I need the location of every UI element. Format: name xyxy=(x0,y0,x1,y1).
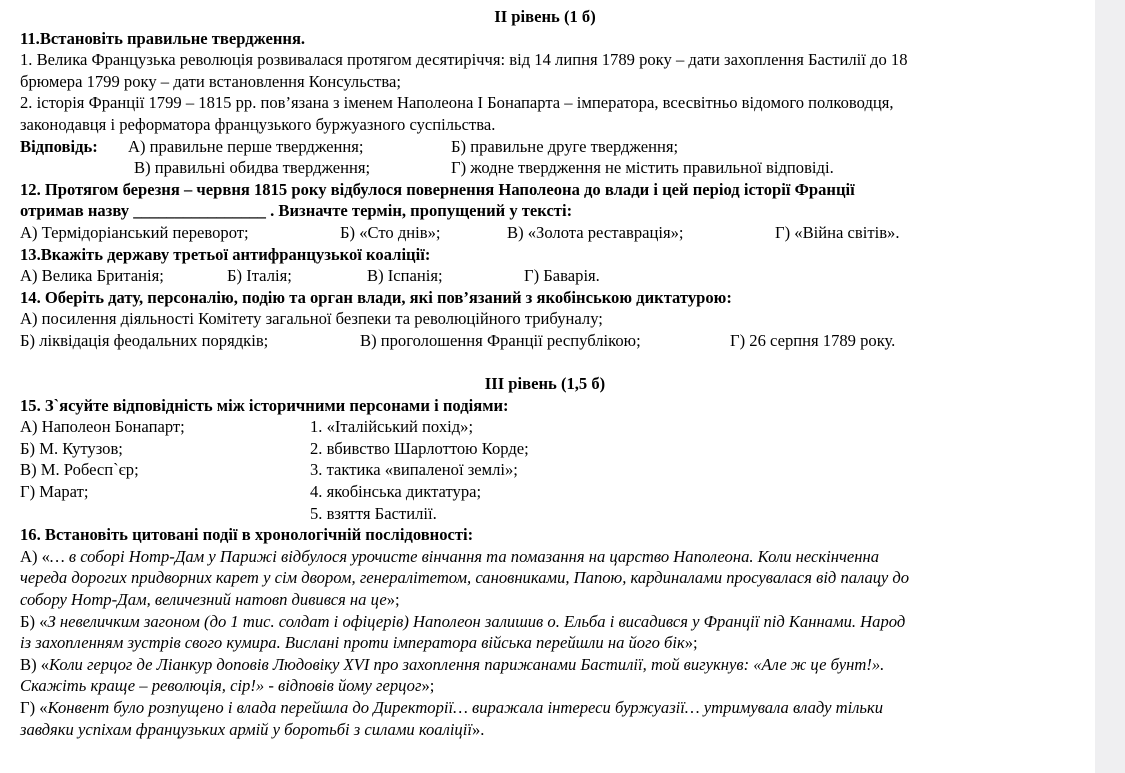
event-4: 4. якобінська диктатура; xyxy=(310,482,482,502)
option-b: Б) Італія; xyxy=(227,266,292,286)
quote-d-text-1: Конвент було розпущено і влада перейшла до Директорії… виражала інтереси буржуазії… утримувала владу тільки xyxy=(47,698,884,717)
option-b: Б) «Сто днів»; xyxy=(340,222,441,242)
event-1: 1. «Італійський похід»; xyxy=(310,417,474,437)
level-3-title: ІІІ рівень (1,5 б) xyxy=(484,374,606,394)
quote-a-line-2: череда дорогих придворних карет у сім двором, генералітетом, сановниками, Папою, кардиналами просувалася від палацу до xyxy=(20,568,910,588)
option-d: Г) жодне твердження не містить правильної відповіді. xyxy=(451,158,834,178)
question-14-options xyxy=(20,330,1070,352)
person-c: В) М. Робесп`єр; xyxy=(20,460,139,480)
level-2-title: ІІ рівень (1 б) xyxy=(494,7,596,26)
quote-c-line-1 xyxy=(20,654,1070,676)
quote-d-suffix: ». xyxy=(471,719,485,739)
quote-d-prefix: Г) « xyxy=(20,698,48,717)
question-11-statement-1-cont: брюмера 1799 року – дати встановлення Консульства; xyxy=(20,71,401,91)
question-11-heading: 11.Встановіть правильне твердження. xyxy=(20,28,306,48)
matching-row xyxy=(20,459,1070,481)
question-15-heading: 15. З`ясуйте відповідність між історичними персонами і подіями: xyxy=(20,395,509,415)
matching-row xyxy=(20,503,1070,525)
event-5: 5. взяття Бастилії. xyxy=(310,503,437,523)
quote-c-line-2 xyxy=(20,675,1070,697)
quote-d-line-1 xyxy=(20,697,1070,719)
question-14-heading: 14. Оберіть дату, персоналію, подію та орган влади, які пов’язаний з якобінською диктатурою: xyxy=(20,287,732,307)
quote-b-prefix: Б) « xyxy=(20,611,48,631)
quote-d-text-2: завдяки успіхам французьких армій у боротьбі з силами коаліції xyxy=(20,719,472,739)
question-12-blank: ________________ xyxy=(133,201,266,221)
option-b: Б) правильне друге твердження; xyxy=(451,136,679,156)
option-c: В) Іспанія; xyxy=(367,266,443,286)
matching-row xyxy=(20,416,1070,438)
option-b: Б) ліквідація феодальних порядків; xyxy=(20,330,269,350)
question-11-statement-1: 1. Велика Французька революція розвивалася протягом десятиріччя: від 14 липня 1789 року – дати захоплення Бастилії до 18 xyxy=(20,50,908,70)
quote-a-text-3: собору Нотр-Дам, величезний натовп дивився на це xyxy=(20,590,387,610)
person-a: А) Наполеон Бонапарт; xyxy=(20,417,185,437)
quote-c-text-1: Коли герцог де Ліанкур доповів Людовіку XVI про захоплення парижанами Бастилії, той вигукнув: «Але ж це бунт!». xyxy=(49,654,885,674)
quote-a-text-1: … в соборі Нотр-Дам у Парижі відбулося урочисте вінчання та помазання на царство Наполеона. Коли нескінченна xyxy=(49,546,880,566)
matching-row xyxy=(20,481,1070,503)
spacer xyxy=(20,352,1070,374)
option-a: А) правильне перше твердження; xyxy=(128,136,364,156)
option-d: Г) 26 серпня 1789 року. xyxy=(730,330,896,350)
option-d: Г) Баварія. xyxy=(524,266,600,286)
option-a: А) Велика Британія; xyxy=(20,266,164,286)
quote-b-line-2 xyxy=(20,632,1070,654)
quote-b-suffix: »; xyxy=(684,633,698,653)
option-a: А) посилення діяльності Комітету загальної безпеки та революційного трибуналу; xyxy=(20,309,603,329)
option-d: Г) «Війна світів». xyxy=(775,222,900,242)
quote-b-line-1 xyxy=(20,611,1070,633)
question-11-options-row-2 xyxy=(20,157,1070,179)
question-16-heading: 16. Встановіть цитовані події в хронологічній послідовності: xyxy=(20,525,474,545)
person-d: Г) Марат; xyxy=(20,482,89,502)
option-c: В) проголошення Франції республікою; xyxy=(360,330,641,350)
document-content xyxy=(20,6,1070,740)
quote-d-line-2 xyxy=(20,719,1070,741)
quote-a-prefix: А) « xyxy=(20,546,50,566)
event-2: 2. вбивство Шарлоттою Корде; xyxy=(310,438,529,458)
quote-a-line-3 xyxy=(20,589,1070,611)
option-a: А) Термідоріанський переворот; xyxy=(20,222,249,242)
matching-row xyxy=(20,438,1070,460)
question-12-heading-cont xyxy=(20,200,1070,222)
quote-c-text-2: Скажіть краще – революція, сір!» - відповів йому герцог xyxy=(20,676,422,696)
answer-label: Відповідь: xyxy=(20,136,98,156)
question-11-statement-2-cont: законодавця і реформатора французького буржуазного суспільства. xyxy=(20,114,496,134)
quote-c-suffix: »; xyxy=(421,676,435,696)
question-13-heading: 13.Вкажіть державу третьої антифранцузької коаліції: xyxy=(20,244,431,264)
person-b: Б) М. Кутузов; xyxy=(20,438,123,458)
question-12-options xyxy=(20,222,1070,244)
quote-b-text-2: із захопленням зустрів свого кумира. Вислані проти імператора війська перейшли на його бік xyxy=(20,633,685,653)
quote-a-line-1 xyxy=(20,546,1070,568)
question-11-options-row-1 xyxy=(20,136,1070,158)
option-c: В) «Золота реставрація»; xyxy=(507,222,684,242)
question-13-options xyxy=(20,265,1070,287)
viewer-side-margin xyxy=(1095,0,1125,773)
question-12-heading: 12. Протягом березня – червня 1815 року відбулося повернення Наполеона до влади і цей період історії Франції xyxy=(20,179,855,199)
question-11-statement-2: 2. історія Франції 1799 – 1815 рр. пов’язана з іменем Наполеона І Бонапарта – імператора, всесвітньо відомого полководця, xyxy=(20,93,894,113)
quote-a-suffix: »; xyxy=(386,590,400,610)
question-12-prefix: отримав назву xyxy=(20,201,130,221)
quote-c-prefix: В) « xyxy=(20,654,50,674)
option-c: В) правильні обидва твердження; xyxy=(134,158,371,178)
quote-b-text-1: З невеличким загоном (до 1 тис. солдат і офіцерів) Наполеон залишив о. Ельба і висадився у Франції під Каннами. Народ xyxy=(47,611,906,631)
event-3: 3. тактика «випаленої землі»; xyxy=(310,460,518,480)
question-12-suffix: . Визначте термін, пропущений у тексті: xyxy=(270,201,573,221)
